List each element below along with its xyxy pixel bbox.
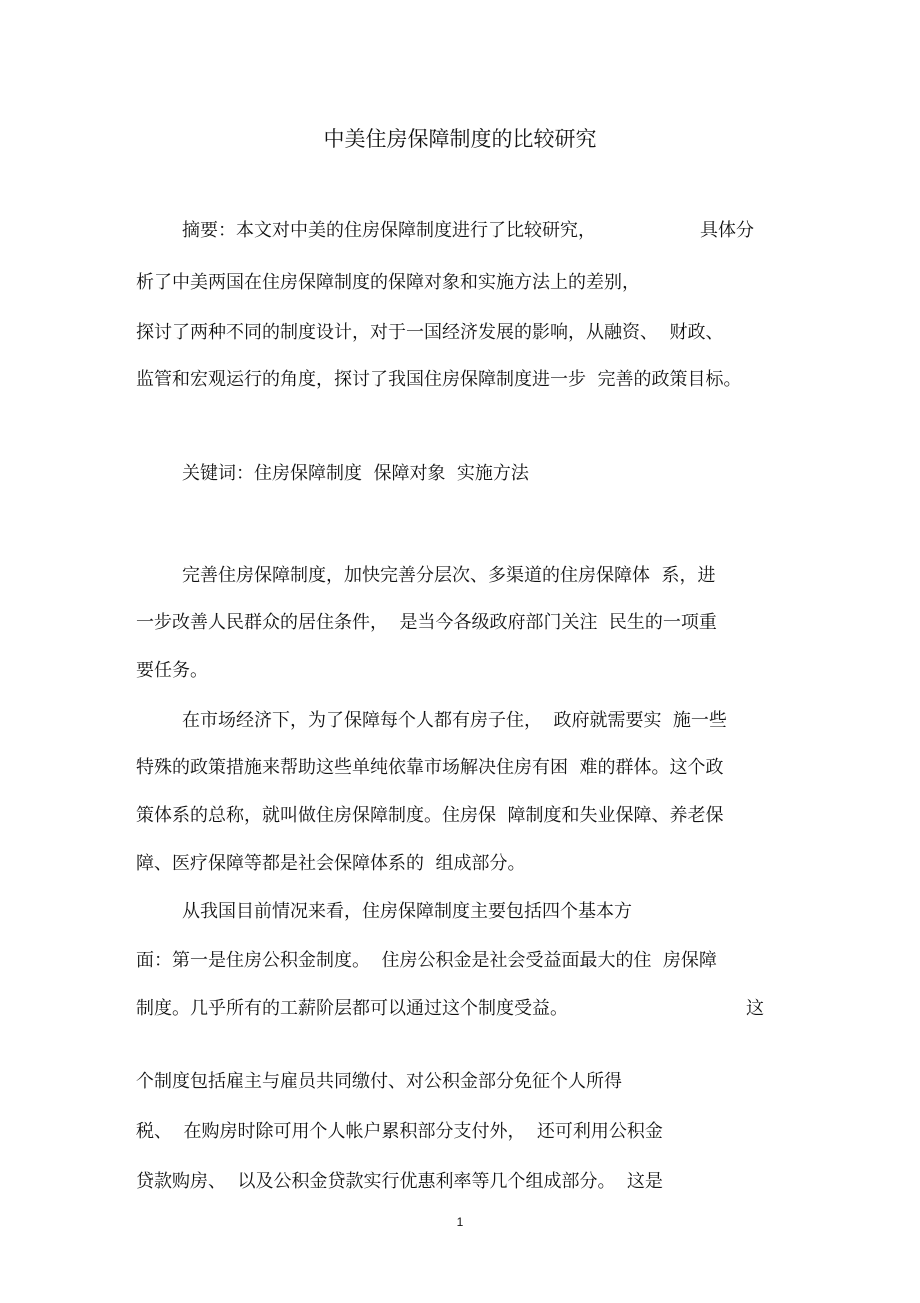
abstract-line-2: 析了中美两国在住房保障制度的保障对象和实施方法上的差别， (136, 272, 640, 293)
page-number: 1 (456, 1215, 464, 1229)
paragraph-3-line-4: 个制度包括雇主与雇员共同缴付、对公积金部分免征个人所得 (136, 1071, 622, 1092)
paragraph-3-line-2: 面：第一是住房公积金制度。 住房公积金是社会受益面最大的住 房保障 (136, 950, 717, 971)
paragraph-3-line-3b: 这 (746, 998, 764, 1019)
paragraph-3-line-1: 从我国目前情况来看，住房保障制度主要包括四个基本方 (182, 901, 632, 922)
keywords-line: 关键词：住房保障制度 保障对象 实施方法 (182, 463, 529, 484)
abstract-line-4: 监管和宏观运行的角度，探讨了我国住房保障制度进一步 完善的政策目标。 (136, 369, 742, 390)
paragraph-1-line-1: 完善住房保障制度，加快完善分层次、多渠道的住房保障体 系，进 (182, 565, 716, 586)
paragraph-2-line-1: 在市场经济下，为了保障每个人都有房子住， 政府就需要实 施一些 (182, 710, 727, 731)
abstract-line-3: 探讨了两种不同的制度设计，对于一国经济发展的影响，从融资、 财政、 (136, 322, 724, 343)
abstract-line-1a: 摘要：本文对中美的住房保障制度进行了比较研究， (182, 220, 596, 241)
paragraph-2-line-2: 特殊的政策措施来帮助这些单纯依靠市场解决住房有困 难的群体。这个政 (136, 757, 724, 778)
abstract-line-1b: 具体分 (700, 220, 754, 241)
paragraph-3-line-6: 贷款购房、 以及公积金贷款实行优惠利率等几个组成部分。 这是 (136, 1171, 663, 1192)
paragraph-1-line-2: 一步改善人民群众的居住条件， 是当今各级政府部门关注 民生的一项重 (136, 612, 717, 633)
paragraph-2-line-3: 策体系的总称，就叫做住房保障制度。住房保 障制度和失业保障、养老保 (136, 805, 724, 826)
paragraph-2-line-4: 障、医疗保障等都是社会保障体系的 组成部分。 (136, 853, 526, 874)
paragraph-1-line-3: 要任务。 (136, 660, 208, 681)
paragraph-3-line-5: 税、 在购房时除可用个人帐户累积部分支付外， 还可利用公积金 (136, 1121, 663, 1142)
paragraph-3-line-3a: 制度。几乎所有的工薪阶层都可以通过这个制度受益。 (136, 998, 568, 1019)
document-title: 中美住房保障制度的比较研究 (323, 127, 597, 151)
